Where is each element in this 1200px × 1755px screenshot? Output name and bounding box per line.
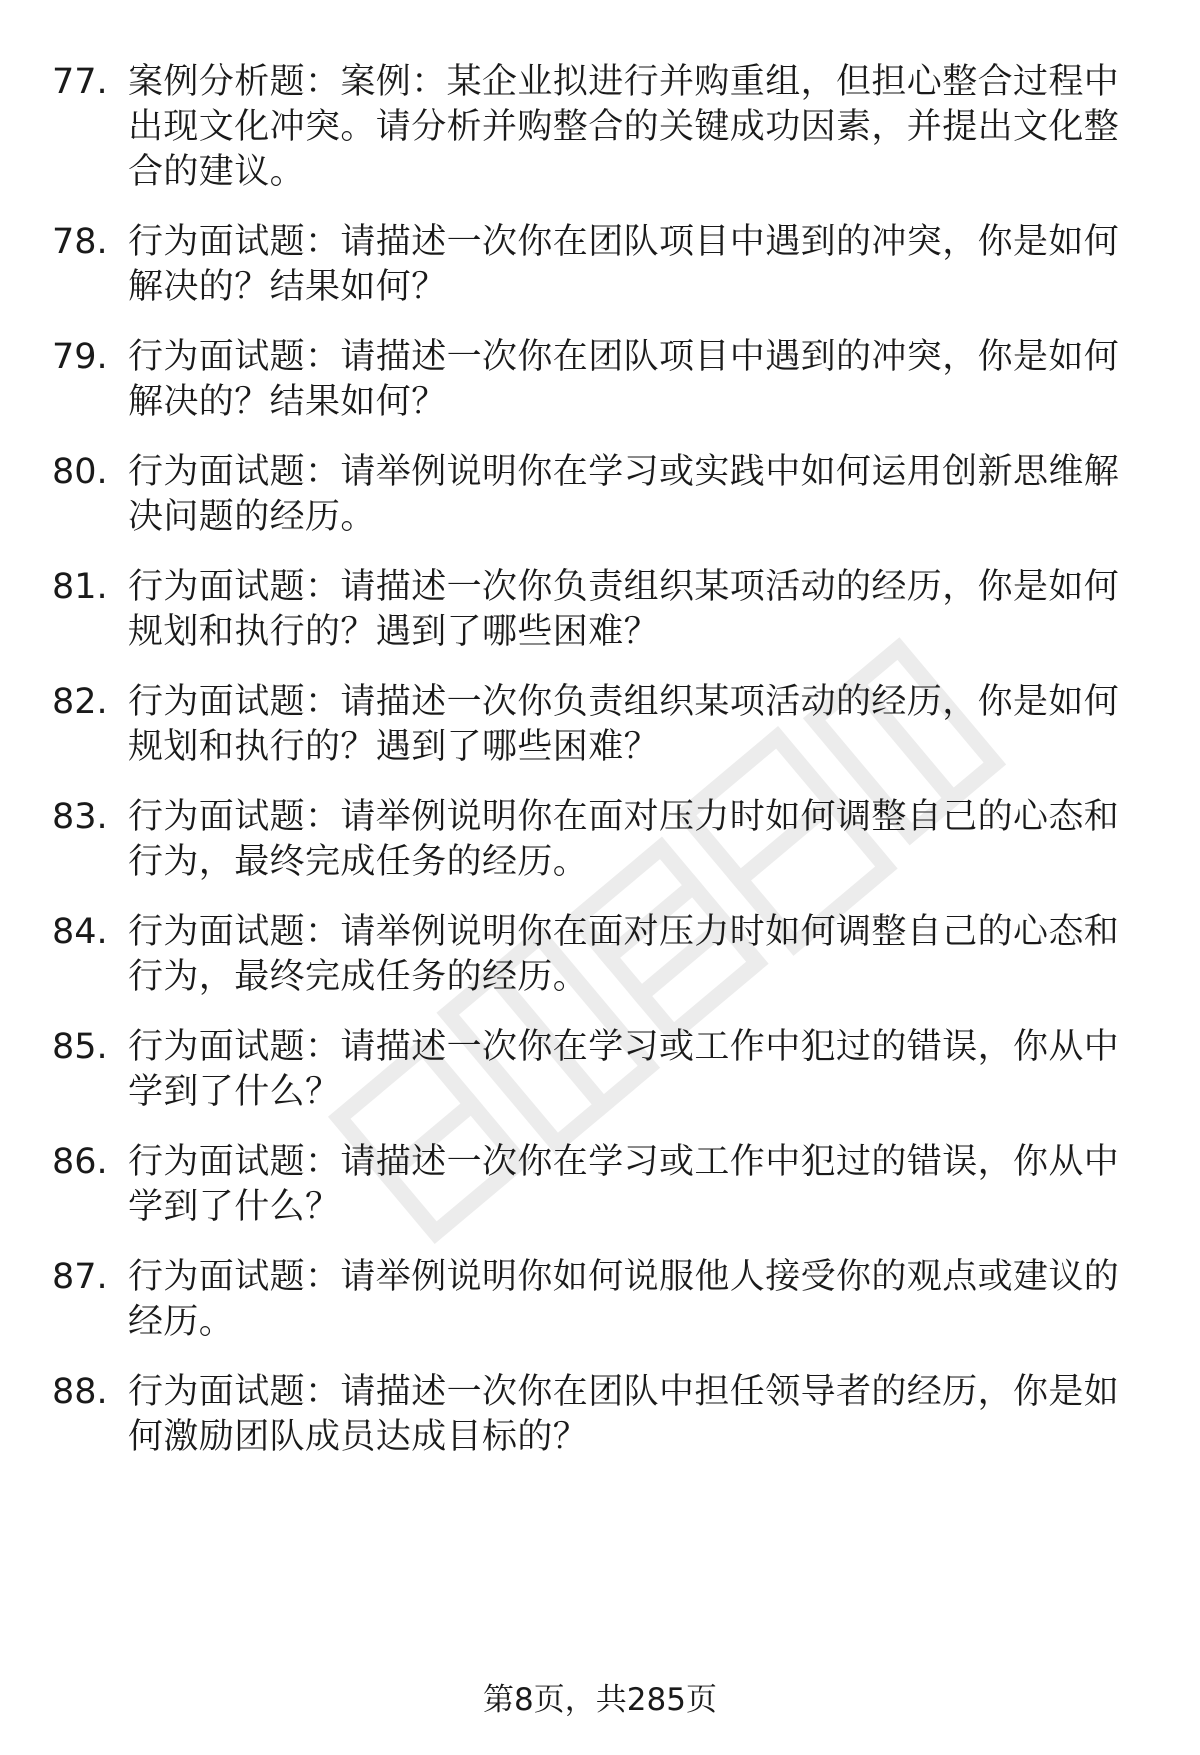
question-item bbox=[52, 1140, 1142, 1230]
question-number: 83. bbox=[52, 797, 108, 837]
question-item bbox=[52, 220, 1142, 310]
question-number: 82. bbox=[52, 682, 108, 722]
question-number: 80. bbox=[52, 452, 108, 492]
question-text: 行为面试题：请描述一次你在团队中担任领导者的经历，你是如何激励团队成员达成目标的？ bbox=[128, 1372, 1120, 1457]
question-number: 87. bbox=[52, 1257, 108, 1297]
question-item bbox=[52, 1025, 1142, 1115]
question-text: 行为面试题：请举例说明你在面对压力时如何调整自己的心态和行为，最终完成任务的经历。 bbox=[128, 797, 1120, 882]
page-number-footer: 第8页，共285页 bbox=[483, 1682, 717, 1718]
question-list bbox=[52, 60, 1142, 1485]
question-text: 行为面试题：请描述一次你负责组织某项活动的经历，你是如何规划和执行的？遇到了哪些困难？ bbox=[128, 682, 1120, 767]
question-item bbox=[52, 60, 1142, 195]
question-text: 案例分析题：案例：某企业拟进行并购重组，但担心整合过程中出现文化冲突。请分析并购整合的关键成功因素，并提出文化整合的建议。 bbox=[128, 62, 1120, 192]
question-text: 行为面试题：请描述一次你负责组织某项活动的经历，你是如何规划和执行的？遇到了哪些困难？ bbox=[128, 567, 1120, 652]
question-number: 79. bbox=[52, 337, 108, 377]
question-number: 84. bbox=[52, 912, 108, 952]
question-text: 行为面试题：请描述一次你在学习或工作中犯过的错误，你从中学到了什么？ bbox=[128, 1142, 1120, 1227]
question-item bbox=[52, 680, 1142, 770]
question-item bbox=[52, 335, 1142, 425]
question-text: 行为面试题：请举例说明你在面对压力时如何调整自己的心态和行为，最终完成任务的经历。 bbox=[128, 912, 1120, 997]
question-item bbox=[52, 795, 1142, 885]
question-item bbox=[52, 565, 1142, 655]
question-text: 行为面试题：请举例说明你如何说服他人接受你的观点或建议的经历。 bbox=[128, 1257, 1120, 1342]
question-number: 86. bbox=[52, 1142, 108, 1182]
question-item bbox=[52, 1255, 1142, 1345]
question-number: 85. bbox=[52, 1027, 108, 1067]
question-item bbox=[52, 910, 1142, 1000]
question-item bbox=[52, 450, 1142, 540]
question-text: 行为面试题：请描述一次你在团队项目中遇到的冲突，你是如何解决的？结果如何？ bbox=[128, 222, 1120, 307]
question-number: 78. bbox=[52, 222, 108, 262]
question-text: 行为面试题：请描述一次你在学习或工作中犯过的错误，你从中学到了什么？ bbox=[128, 1027, 1120, 1112]
question-number: 88. bbox=[52, 1372, 108, 1412]
question-text: 行为面试题：请举例说明你在学习或实践中如何运用创新思维解决问题的经历。 bbox=[128, 452, 1120, 537]
question-number: 81. bbox=[52, 567, 108, 607]
question-text: 行为面试题：请描述一次你在团队项目中遇到的冲突，你是如何解决的？结果如何？ bbox=[128, 337, 1120, 422]
question-item bbox=[52, 1370, 1142, 1460]
question-number: 77. bbox=[52, 62, 108, 102]
